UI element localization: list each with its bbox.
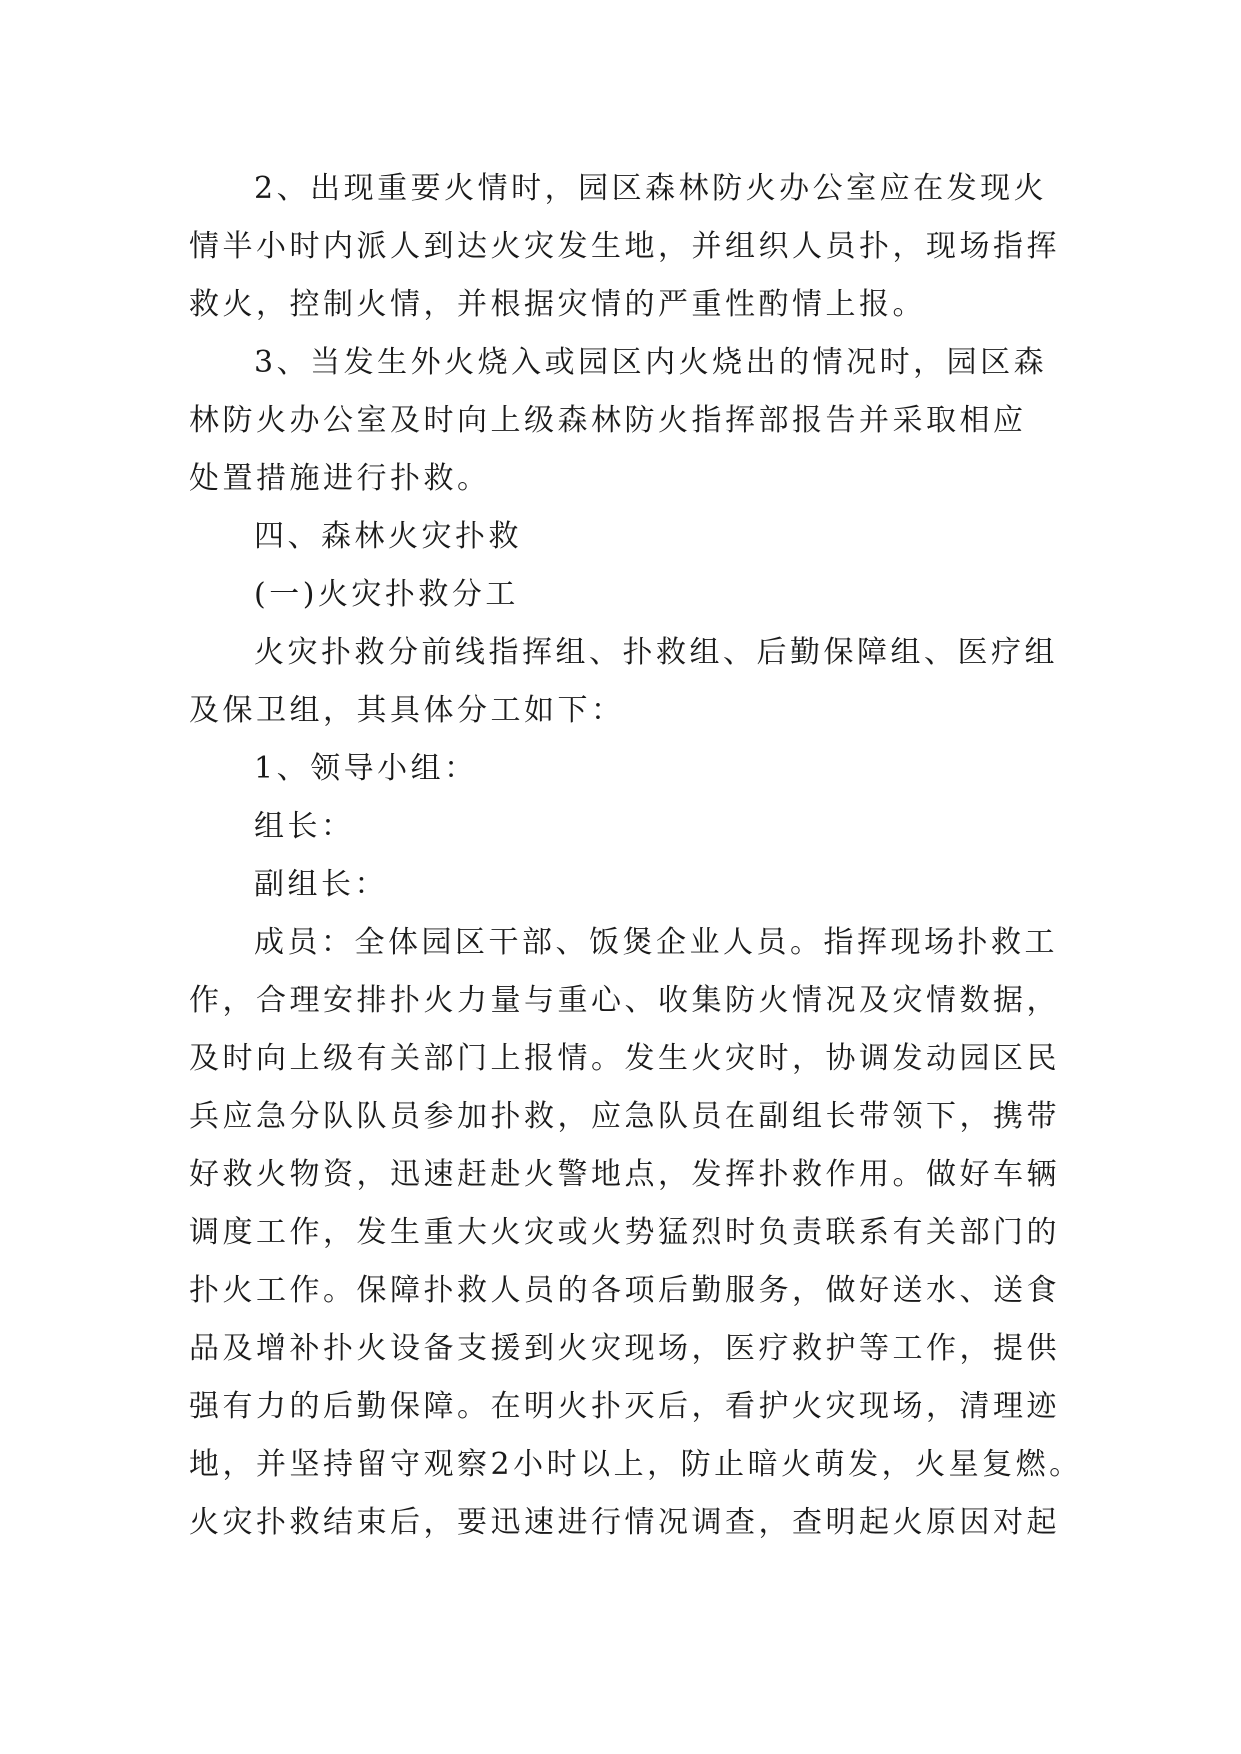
text-line: 2、出现重要火情时，园区森林防火办公室应在发现火 (254, 171, 1048, 206)
text-line: 品及增补扑火设备支援到火灾现场，医疗救护等工作，提供 (189, 1331, 1060, 1366)
paragraph-members (189, 914, 1083, 1552)
paragraph-item-3 (189, 334, 1051, 508)
text-line: 兵应急分队队员参加扑救，应急队员在副组长带领下，携带 (189, 1099, 1060, 1134)
text-line: 组长： (254, 809, 355, 844)
text-line: 林防火办公室及时向上级森林防火指挥部报告并采取相应 (189, 403, 1027, 438)
document-body (189, 160, 1083, 1552)
text-line: 调度工作，发生重大火灾或火势猛烈时负责联系有关部门的 (189, 1215, 1060, 1250)
paragraph-deputy-leader (189, 856, 1051, 914)
text-line: 及时向上级有关部门上报情。发生火灾时，协调发动园区民 (189, 1041, 1060, 1076)
text-line: 扑火工作。保障扑救人员的各项后勤服务，做好送水、送食 (189, 1273, 1060, 1308)
text-line: 作，合理安排扑火力量与重心、收集防火情况及灾情数据， (189, 983, 1060, 1018)
text-line: 好救火物资，迅速赶赴火警地点，发挥扑救作用。做好车辆 (189, 1157, 1060, 1192)
text-line: 火灾扑救结束后，要迅速进行情况调查，查明起火原因对起 (189, 1505, 1060, 1540)
paragraph-leader-group (189, 740, 1051, 798)
text-line: 处置措施进行扑救。 (189, 461, 491, 496)
text-line: 3、当发生外火烧入或园区内火烧出的情况时，园区森 (254, 345, 1048, 380)
text-line: 四、森林火灾扑救 (254, 519, 522, 554)
text-line: 及保卫组，其具体分工如下： (189, 693, 625, 728)
section-heading (189, 508, 1051, 566)
subsection-heading (189, 566, 1051, 624)
text-line: 火灾扑救分前线指挥组、扑救组、后勤保障组、医疗组 (254, 635, 1058, 670)
text-line: 强有力的后勤保障。在明火扑灭后，看护火灾现场，清理迹 (189, 1389, 1060, 1424)
text-line: 副组长： (254, 867, 388, 902)
text-line: 救火，控制火情，并根据灾情的严重性酌情上报。 (189, 287, 926, 322)
text-line: 情半小时内派人到达火灾发生地，并组织人员扑，现场指挥 (189, 229, 1060, 264)
text-line: 地，并坚持留守观察2小时以上，防止暗火萌发，火星复燃。 (189, 1447, 1083, 1482)
paragraph-item-2 (189, 160, 1060, 334)
text-line: (一)火灾扑救分工 (254, 577, 519, 612)
text-line: 1、领导小组： (254, 751, 478, 786)
text-line: 成员：全体园区干部、饭煲企业人员。指挥现场扑救工 (254, 925, 1058, 960)
paragraph-group-leader (189, 798, 1051, 856)
paragraph-division-intro (189, 624, 1058, 740)
